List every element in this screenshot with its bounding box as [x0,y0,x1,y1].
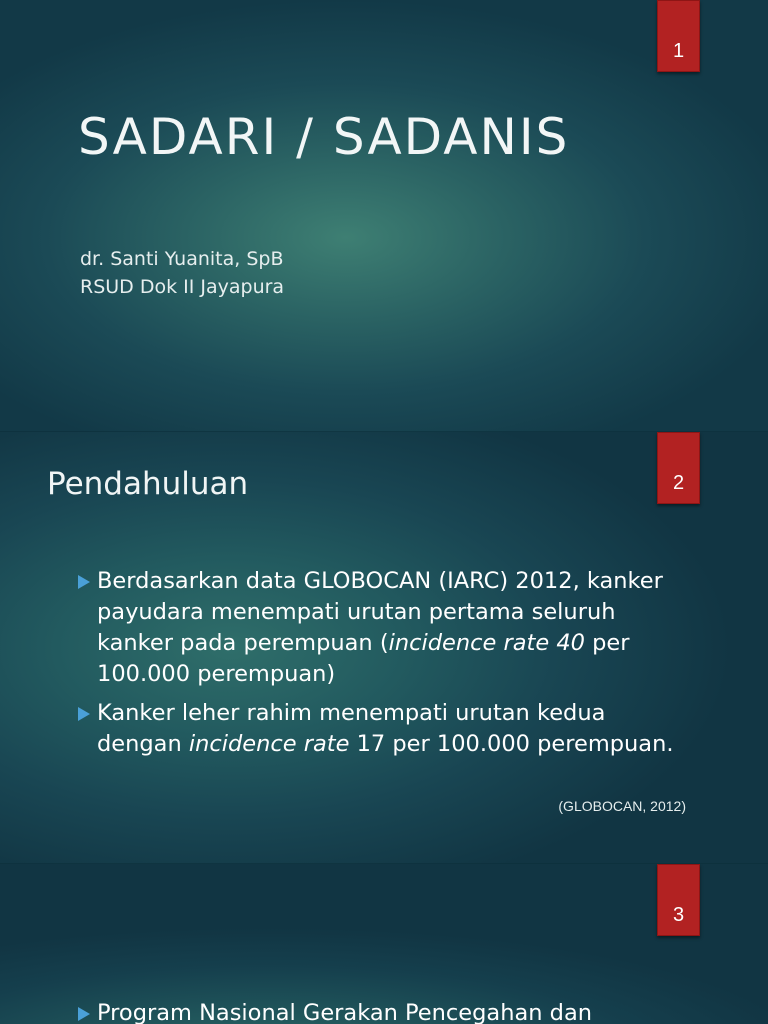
slide-title: SADARI / SADANIS [78,108,570,166]
slide-1 [0,0,768,432]
slide-number: 1 [672,40,685,62]
slide-number: 2 [672,472,685,494]
bullet-text: Program Nasional Gerakan Pencegahan dan [97,1000,592,1024]
bullet-list [76,566,696,768]
slide-3 [0,864,768,1024]
author-name: dr. Santi Yuanita, SpB [80,248,284,270]
slide-number-tab [657,0,700,72]
right-triangle-icon [78,707,90,721]
bullet-item [76,998,696,1024]
bullet-text-italic: incidence rate [188,731,350,757]
bullet-list [76,998,696,1024]
slide-number-tab [657,864,700,936]
bullet-text: per 100.000 perempuan) [97,630,630,687]
right-triangle-icon [78,1007,90,1021]
bullet-text: Berdasarkan data GLOBOCAN (IARC) 2012, kanker payudara menempati urutan pertama seluruh kanker pada perempuan ( [97,568,663,656]
slide-number: 3 [672,904,685,926]
slide-subtitle [80,245,284,301]
institution-name: RSUD Dok II Jayapura [80,276,285,298]
bullet-item [76,698,696,760]
citation: (GLOBOCAN, 2012) [558,798,686,814]
bullet-text-italic: incidence rate 40 [388,630,585,656]
slide-2 [0,432,768,864]
right-triangle-icon [78,575,90,589]
bullet-text: 17 per 100.000 perempuan. [349,731,674,757]
slide-number-tab [657,432,700,504]
bullet-item [76,566,696,690]
slide-heading: Pendahuluan [47,466,249,502]
bullet-text: Kanker leher rahim menempati urutan kedua dengan [97,700,606,757]
